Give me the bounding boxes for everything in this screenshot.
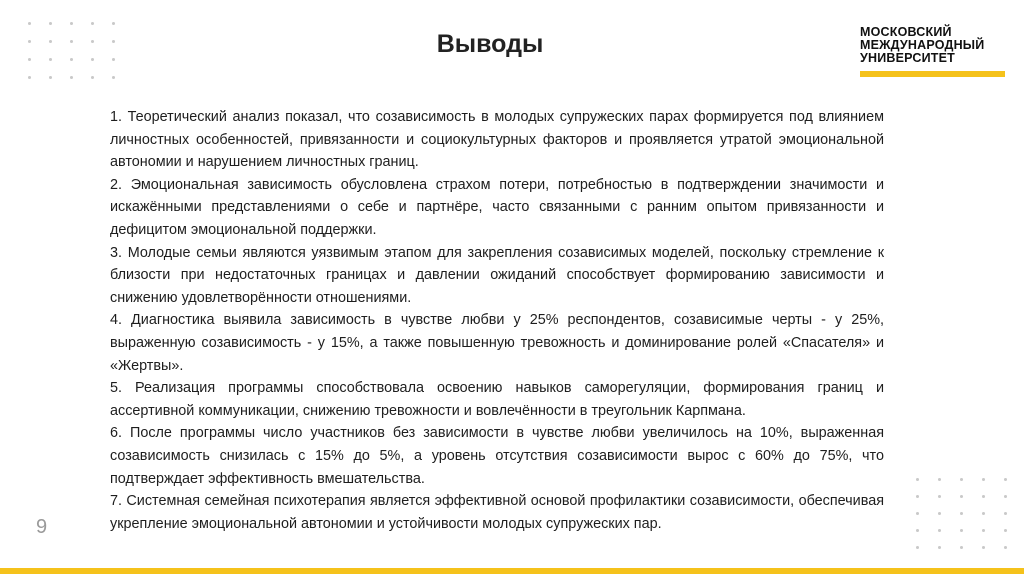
decorative-dot-grid-bottom-right [916, 478, 1007, 549]
logo-line-2: МЕЖДУНАРОДНЫЙ [860, 38, 985, 52]
logo-underline-bar [860, 71, 1005, 77]
logo-line-1: МОСКОВСКИЙ [860, 25, 952, 39]
conclusion-item: 1. Теоретический анализ показал, что созависимость в молодых супружеских парах формируется под влиянием личностных особенностей, привязанности и социокультурных факторов и проявляется утратой эмоциональной автономии и нарушением личностных границ. [110, 109, 884, 171]
logo-line-3: УНИВЕРСИТЕТ [860, 51, 955, 65]
conclusions-list [110, 106, 884, 535]
bottom-accent-bar [0, 568, 1024, 574]
conclusion-item: 3. Молодые семьи являются уязвимым этапом для закрепления созависимых моделей, поскольку стремление к близости при недостаточных границах и давлении ожиданий способствует формированию зависимости и снижению удовлетворённости отношениями. [110, 244, 884, 306]
university-logo [860, 26, 1010, 77]
conclusion-item: 7. Системная семейная психотерапия является эффективной основой профилактики созависимости, обеспечивая укрепление эмоциональной автономии и устойчивости молодых супружеских пар. [110, 493, 884, 532]
conclusion-item: 6. После программы число участников без зависимости в чувстве любви увеличилось на 10%, выраженная созависимость снизилась с 15% до 5%, а уровень отсутствия созависимости вырос с 60% до 75%, что подтверждает эффективность вмешательства. [110, 425, 884, 487]
conclusion-item: 5. Реализация программы способствовала освоению навыков саморегуляции, формирования границ и ассертивной коммуникации, снижению тревожности и вовлечённости в треугольник Карпмана. [110, 380, 884, 419]
conclusion-item: 2. Эмоциональная зависимость обусловлена страхом потери, потребностью в подтверждении значимости и искажёнными представлениями о себе и партнёре, часто связанными с ранним опытом привязанности и дефицитом эмоциональной поддержки. [110, 176, 884, 238]
page-number: 9 [36, 516, 48, 538]
conclusion-item: 4. Диагностика выявила зависимость в чувстве любви у 25% респондентов, созависимые черты - у 25%, выраженную созависимость - у 15%, а также повышенную тревожность и доминирование ролей «Спасателя» и «Жертвы». [110, 312, 884, 374]
slide-title: Выводы [436, 30, 544, 58]
